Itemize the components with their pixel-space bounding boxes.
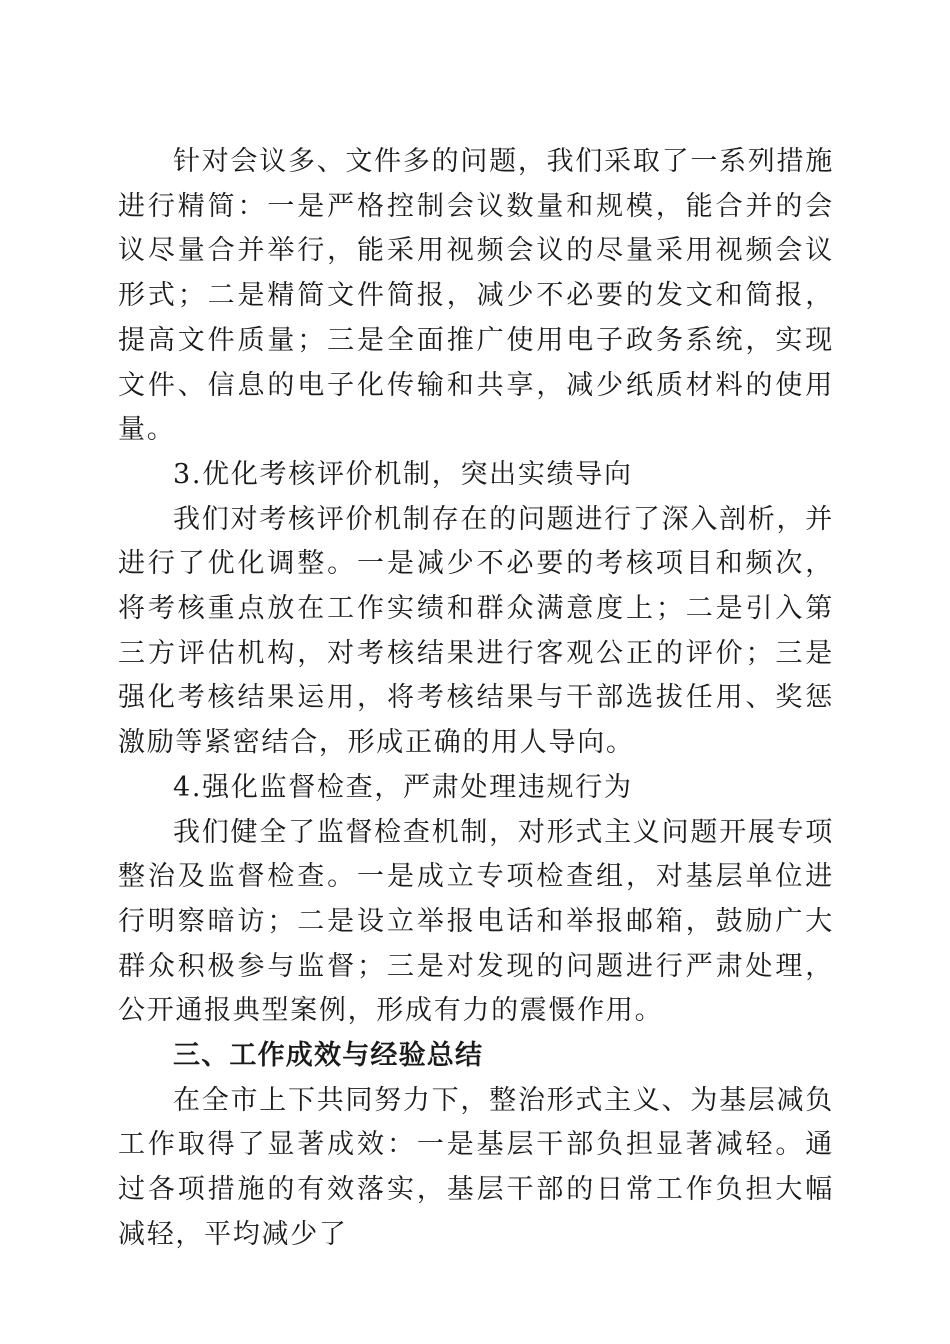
subheading-assessment-mechanism: 3.优化考核评价机制，突出实绩导向 — [173, 458, 633, 490]
paragraph-supervision: 我们健全了监督检查机制，对形式主义问题开展专项整治及监督检查。一是成立专项检查组，对基层单位进行明察暗访；二是设立举报电话和举报邮箱，鼓励广大群众积极参与监督；三是对发现的问题进行严肃处理，公开通报典型案例，形成有力的震慑作用。 — [118, 816, 834, 1027]
subheading-supervision: 4.强化监督检查，严肃处理违规行为 — [173, 771, 633, 803]
paragraph-meeting-documents: 针对会议多、文件多的问题，我们采取了一系列措施进行精简：一是严格控制会议数量和规模，能合并的会议尽量合并举行，能采用视频会议的尽量采用视频会议形式；二是精简文件简报，减少不必要的发文和简报，提高文件质量；三是全面推广使用电子政务系统，实现文件、信息的电子化传输和共享，减少纸质材料的使用量。 — [118, 146, 834, 446]
paragraph-results: 在全市上下共同努力下，整治形式主义、为基层减负工作取得了显著成效：一是基层干部负担显著减轻。通过各项措施的有效落实，基层干部的日常工作负担大幅减轻，平均减少了 — [118, 1084, 834, 1250]
paragraph-assessment: 我们对考核评价机制存在的问题进行了深入剖析，并进行了优化调整。一是减少不必要的考核项目和频次，将考核重点放在工作实绩和群众满意度上；二是引入第三方评估机构，对考核结果进行客观公正的评价；三是强化考核结果运用，将考核结果与干部选拔任用、奖惩激励等紧密结合，形成正确的用人导向。 — [118, 503, 834, 759]
document-body — [118, 140, 834, 1258]
section-heading-results: 三、工作成效与经验总结 — [173, 1040, 484, 1072]
